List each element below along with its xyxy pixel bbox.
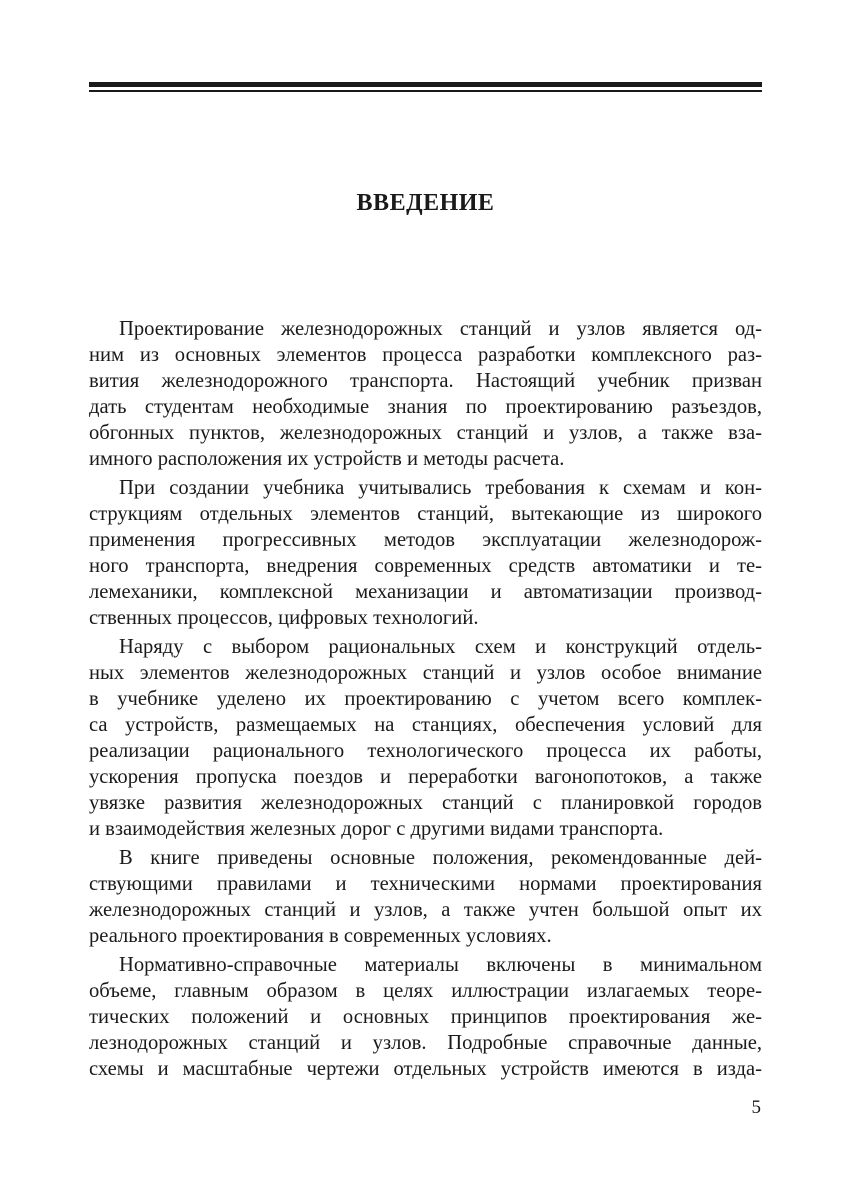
text-line: струкциям отдельных элементов станций, вытекающие из широкого [89, 503, 762, 525]
text-line: реализации рационального технологического процесса их работы, [89, 740, 762, 762]
text-line: Проектирование железнодорожных станций и узлов является од- [119, 318, 762, 340]
text-line: применения прогрессивных методов эксплуатации железнодорож- [89, 529, 762, 551]
paragraph [89, 475, 762, 631]
text-line: схемы и масштабные чертежи отдельных устройств имеются в изда- [89, 1058, 762, 1080]
text-line: ствующими правилами и техническими нормами проектирования [89, 873, 762, 895]
text-line: ных элементов железнодорожных станций и узлов особое внимание [89, 662, 762, 684]
text-line: в учебнике уделено их проектированию с учетом всего комплек- [89, 688, 762, 710]
text-line: ускорения пропуска поездов и переработки вагонопотоков, а также [89, 766, 762, 788]
body-text [89, 316, 762, 1085]
header-rule-thick [89, 82, 762, 87]
text-line: вития железнодорожного транспорта. Настоящий учебник призван [89, 370, 762, 392]
text-line: лезнодорожных станций и узлов. Подробные справочные данные, [89, 1032, 762, 1054]
text-line: В книге приведены основные положения, рекомендованные дей- [119, 847, 762, 869]
text-line: железнодорожных станций и узлов, а также учтен большой опыт их [89, 899, 762, 921]
text-line: увязке развития железнодорожных станций с планировкой городов [89, 792, 762, 814]
text-line: тических положений и основных принципов проектирования же- [89, 1006, 762, 1028]
paragraph [89, 316, 762, 472]
text-line: ственных процессов, цифровых технологий. [89, 607, 479, 629]
text-line: дать студентам необходимые знания по проектированию разъездов, [89, 396, 762, 418]
text-line: лемеханики, комплексной механизации и автоматизации производ- [89, 581, 762, 603]
paragraph [89, 845, 762, 949]
text-line: объеме, главным образом в целях иллюстрации излагаемых теоре- [89, 980, 762, 1002]
text-line: и взаимодействия железных дорог с другими видами транспорта. [89, 818, 664, 840]
text-line: Наряду с выбором рациональных схем и конструкций отдель- [119, 636, 762, 658]
text-line: ного транспорта, внедрения современных средств автоматики и те- [89, 555, 762, 577]
paragraph [89, 634, 762, 842]
paragraph [89, 952, 762, 1082]
header-rule-thin [89, 90, 762, 92]
text-line: имного расположения их устройств и методы расчета. [89, 448, 565, 470]
text-line: ним из основных элементов процесса разработки комплексного раз- [89, 344, 762, 366]
chapter-heading: ВВЕДЕНИЕ [356, 190, 495, 216]
text-line: При создании учебника учитывались требования к схемам и кон- [119, 477, 762, 499]
text-line: реального проектирования в современных условиях. [89, 925, 552, 947]
text-line: са устройств, размещаемых на станциях, обеспечения условий для [89, 714, 762, 736]
text-line: Нормативно-справочные материалы включены в минимальном [119, 954, 762, 976]
page-number: 5 [751, 1097, 761, 1118]
text-line: обгонных пунктов, железнодорожных станций и узлов, а также вза- [89, 422, 762, 444]
